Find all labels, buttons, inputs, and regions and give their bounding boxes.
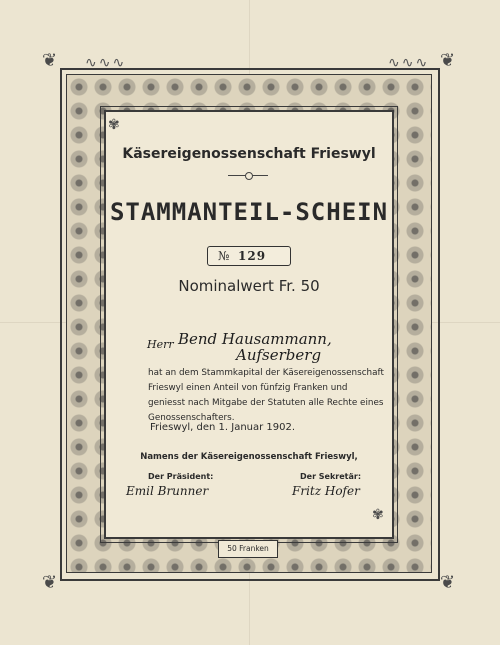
corner-ornament-icon: ❦ bbox=[440, 572, 456, 593]
certificate-number-box bbox=[207, 246, 291, 266]
inner-corner-ornament-icon: ✾ bbox=[108, 117, 120, 133]
issue-date: Frieswyl, den 1. Januar 1902. bbox=[150, 422, 296, 433]
certificate-title: STAMMANTEIL-SCHEIN bbox=[109, 198, 389, 226]
president-signature: Emil Brunner bbox=[126, 484, 209, 498]
flourish-icon: ∿∿∿ bbox=[388, 55, 430, 71]
nominal-value: Nominalwert Fr. 50 bbox=[178, 277, 320, 295]
flourish-icon: ∿∿∿ bbox=[85, 55, 127, 71]
corner-ornament-icon: ❦ bbox=[42, 50, 58, 71]
certificate-number: 129 bbox=[238, 249, 267, 263]
corner-ornament-icon: ❦ bbox=[440, 50, 456, 71]
organization-title: Käsereigenossenschaft Frieswyl bbox=[122, 146, 376, 162]
president-label: Der Präsident: bbox=[148, 472, 214, 481]
certificate-body-text: hat an dem Stammkapital der Käsereigenossenschaft Frieswyl einen Anteil von fünfzig Franken und geniesst nach Mitgabe der Statuten alle Rechte eines Genossenschafters. bbox=[148, 368, 384, 423]
holder-prefix: Herr bbox=[147, 338, 174, 351]
value-plaque: 50 Franken bbox=[218, 540, 278, 558]
corner-ornament-icon: ❦ bbox=[42, 572, 58, 593]
inner-corner-ornament-icon: ✾ bbox=[372, 507, 384, 523]
holder-name: Bend Hausammann, bbox=[178, 330, 332, 348]
holder-place: Aufserberg bbox=[236, 346, 322, 364]
number-prefix: № bbox=[218, 249, 230, 263]
on-behalf-line: Namens der Käsereigenossenschaft Frieswyl, bbox=[140, 452, 358, 462]
secretary-signature: Fritz Hofer bbox=[292, 484, 360, 498]
secretary-label: Der Sekretär: bbox=[300, 472, 362, 481]
divider-ornament-icon bbox=[245, 172, 253, 180]
